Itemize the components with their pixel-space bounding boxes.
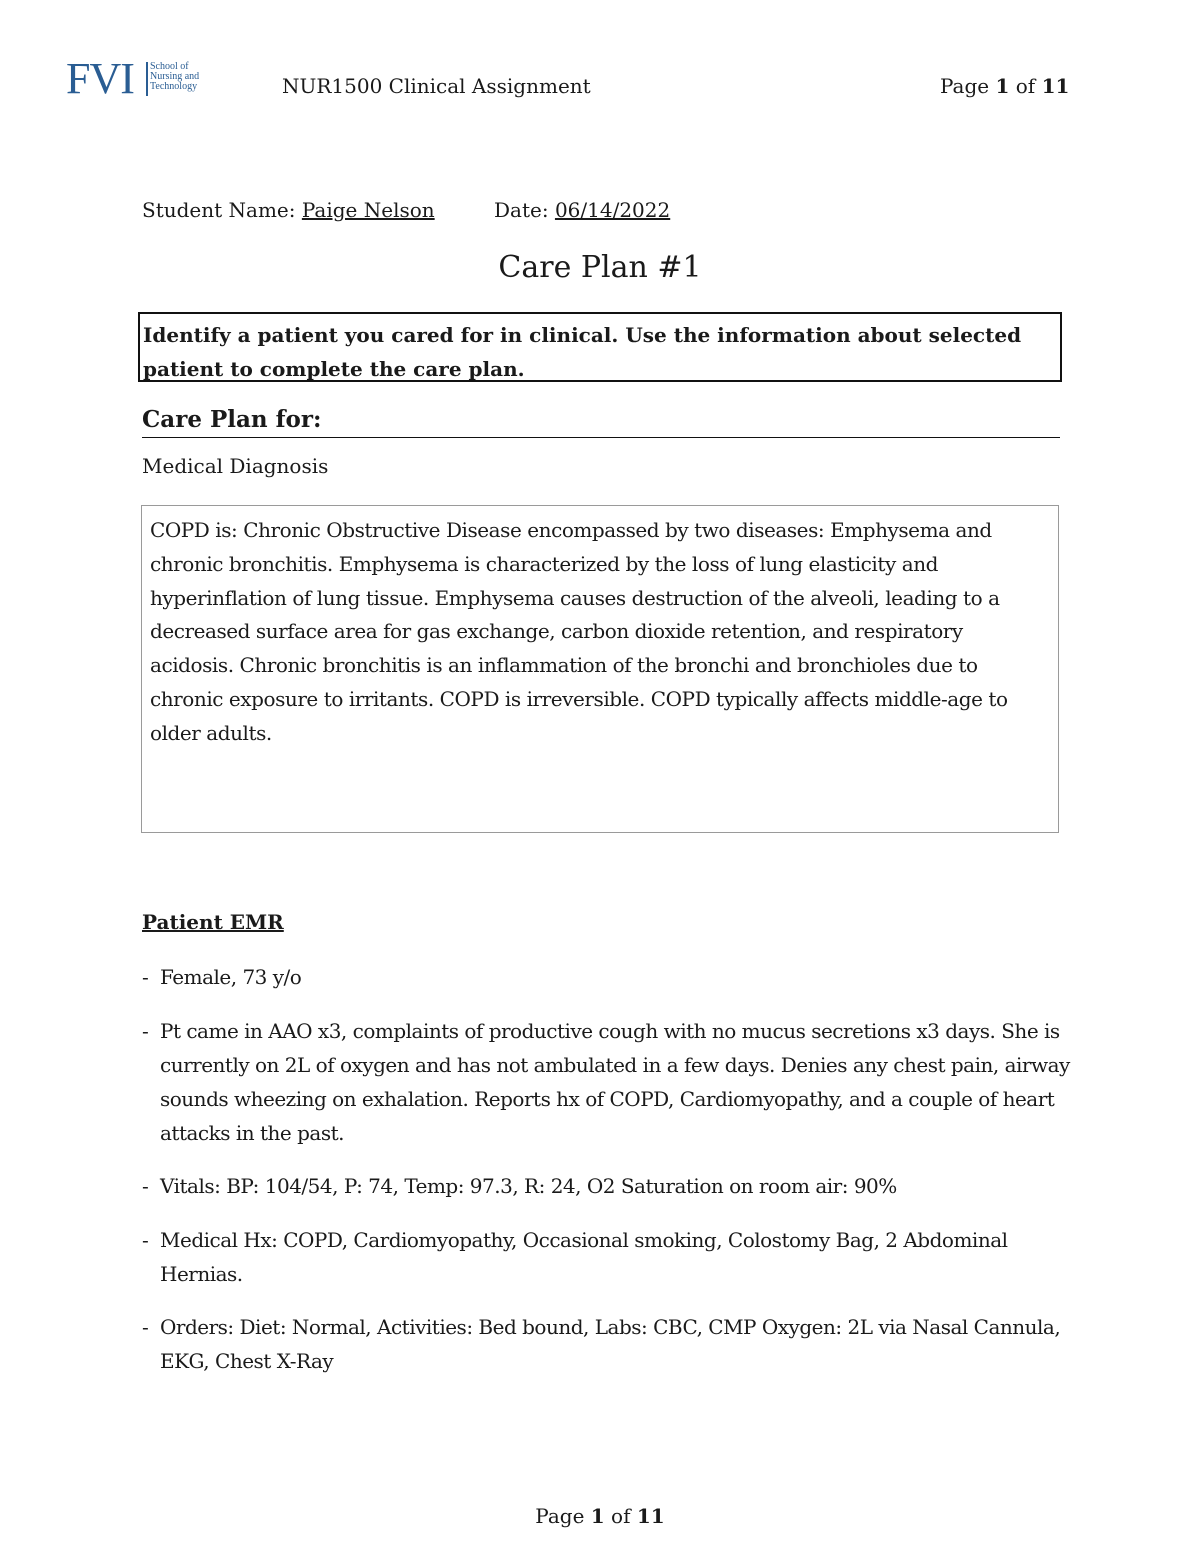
logo-subtitle: School of Nursing and Technology [150, 61, 200, 92]
list-item: - Female, 73 y/o [142, 965, 302, 989]
logo-wordmark: FVI [66, 54, 134, 103]
instructions-text: Identify a patient you cared for in clinical. Use the information about selected patient to complete the care plan. [143, 323, 1022, 381]
care-plan-for-heading: Care Plan for: [142, 406, 322, 433]
list-item: - Orders: Diet: Normal, Activities: Bed bound, Labs: CBC, CMP Oxygen: 2L via Nasal Cannula, EKG, Chest X-Ray [142, 1315, 1061, 1373]
footer-page-number: Page 1 of 11 [535, 1504, 665, 1528]
student-name-value: Paige Nelson [301, 198, 435, 222]
page-title: Care Plan #1 [498, 250, 702, 285]
list-item: - Pt came in AAO x3, complaints of productive cough with no mucus secretions x3 days. She is currently on 2L of oxygen and has not ambulated in a few days. Denies any chest pain, airway sounds wheezing on exhalation. Reports hx of COPD, Cardiomyopathy, and a couple of heart attacks in the past. [142, 1018, 1070, 1145]
header-page-number: Page 1 of 11 [940, 74, 1070, 98]
heading-rule [142, 437, 1060, 438]
patient-emr-heading: Patient EMR [142, 910, 284, 934]
medical-diagnosis-label: Medical Diagnosis [142, 454, 329, 478]
medical-diagnosis-field[interactable] [141, 505, 1059, 833]
list-item: - Vitals: BP: 104/54, P: 74, Temp: 97.3, R: 24, O2 Saturation on room air: 90% [142, 1174, 897, 1198]
date [494, 198, 670, 222]
student-name-label: Student Name: [142, 198, 296, 222]
header-title: NUR1500 Clinical Assignment [282, 74, 591, 98]
medical-diagnosis-text: COPD is: Chronic Obstructive Disease encompassed by two diseases: Emphysema and chronic bronchitis. Emphysema is characterized by the loss of lung elasticity and hyperinflation of lung tissue. Emphysema causes destruction of the alveoli, leading to a decreased surface area for gas exchange, carbon dioxide retention, and respiratory acidosis. Chronic bronchitis is an inflammation of the bronchi and bronchioles due to chronic exposure to irritants. COPD is irreversible. COPD typically affects middle-age to older adults. [150, 518, 1008, 745]
date-label: Date: [494, 198, 549, 222]
instructions-box [138, 312, 1062, 382]
student-name [142, 198, 435, 222]
date-value: 06/14/2022 [554, 198, 671, 222]
patient-emr-list [142, 960, 1072, 1398]
logo-divider [146, 62, 148, 96]
list-item: - Medical Hx: COPD, Cardiomyopathy, Occasional smoking, Colostomy Bag, 2 Abdominal Hernias. [142, 1227, 1008, 1286]
school-logo [66, 56, 206, 102]
